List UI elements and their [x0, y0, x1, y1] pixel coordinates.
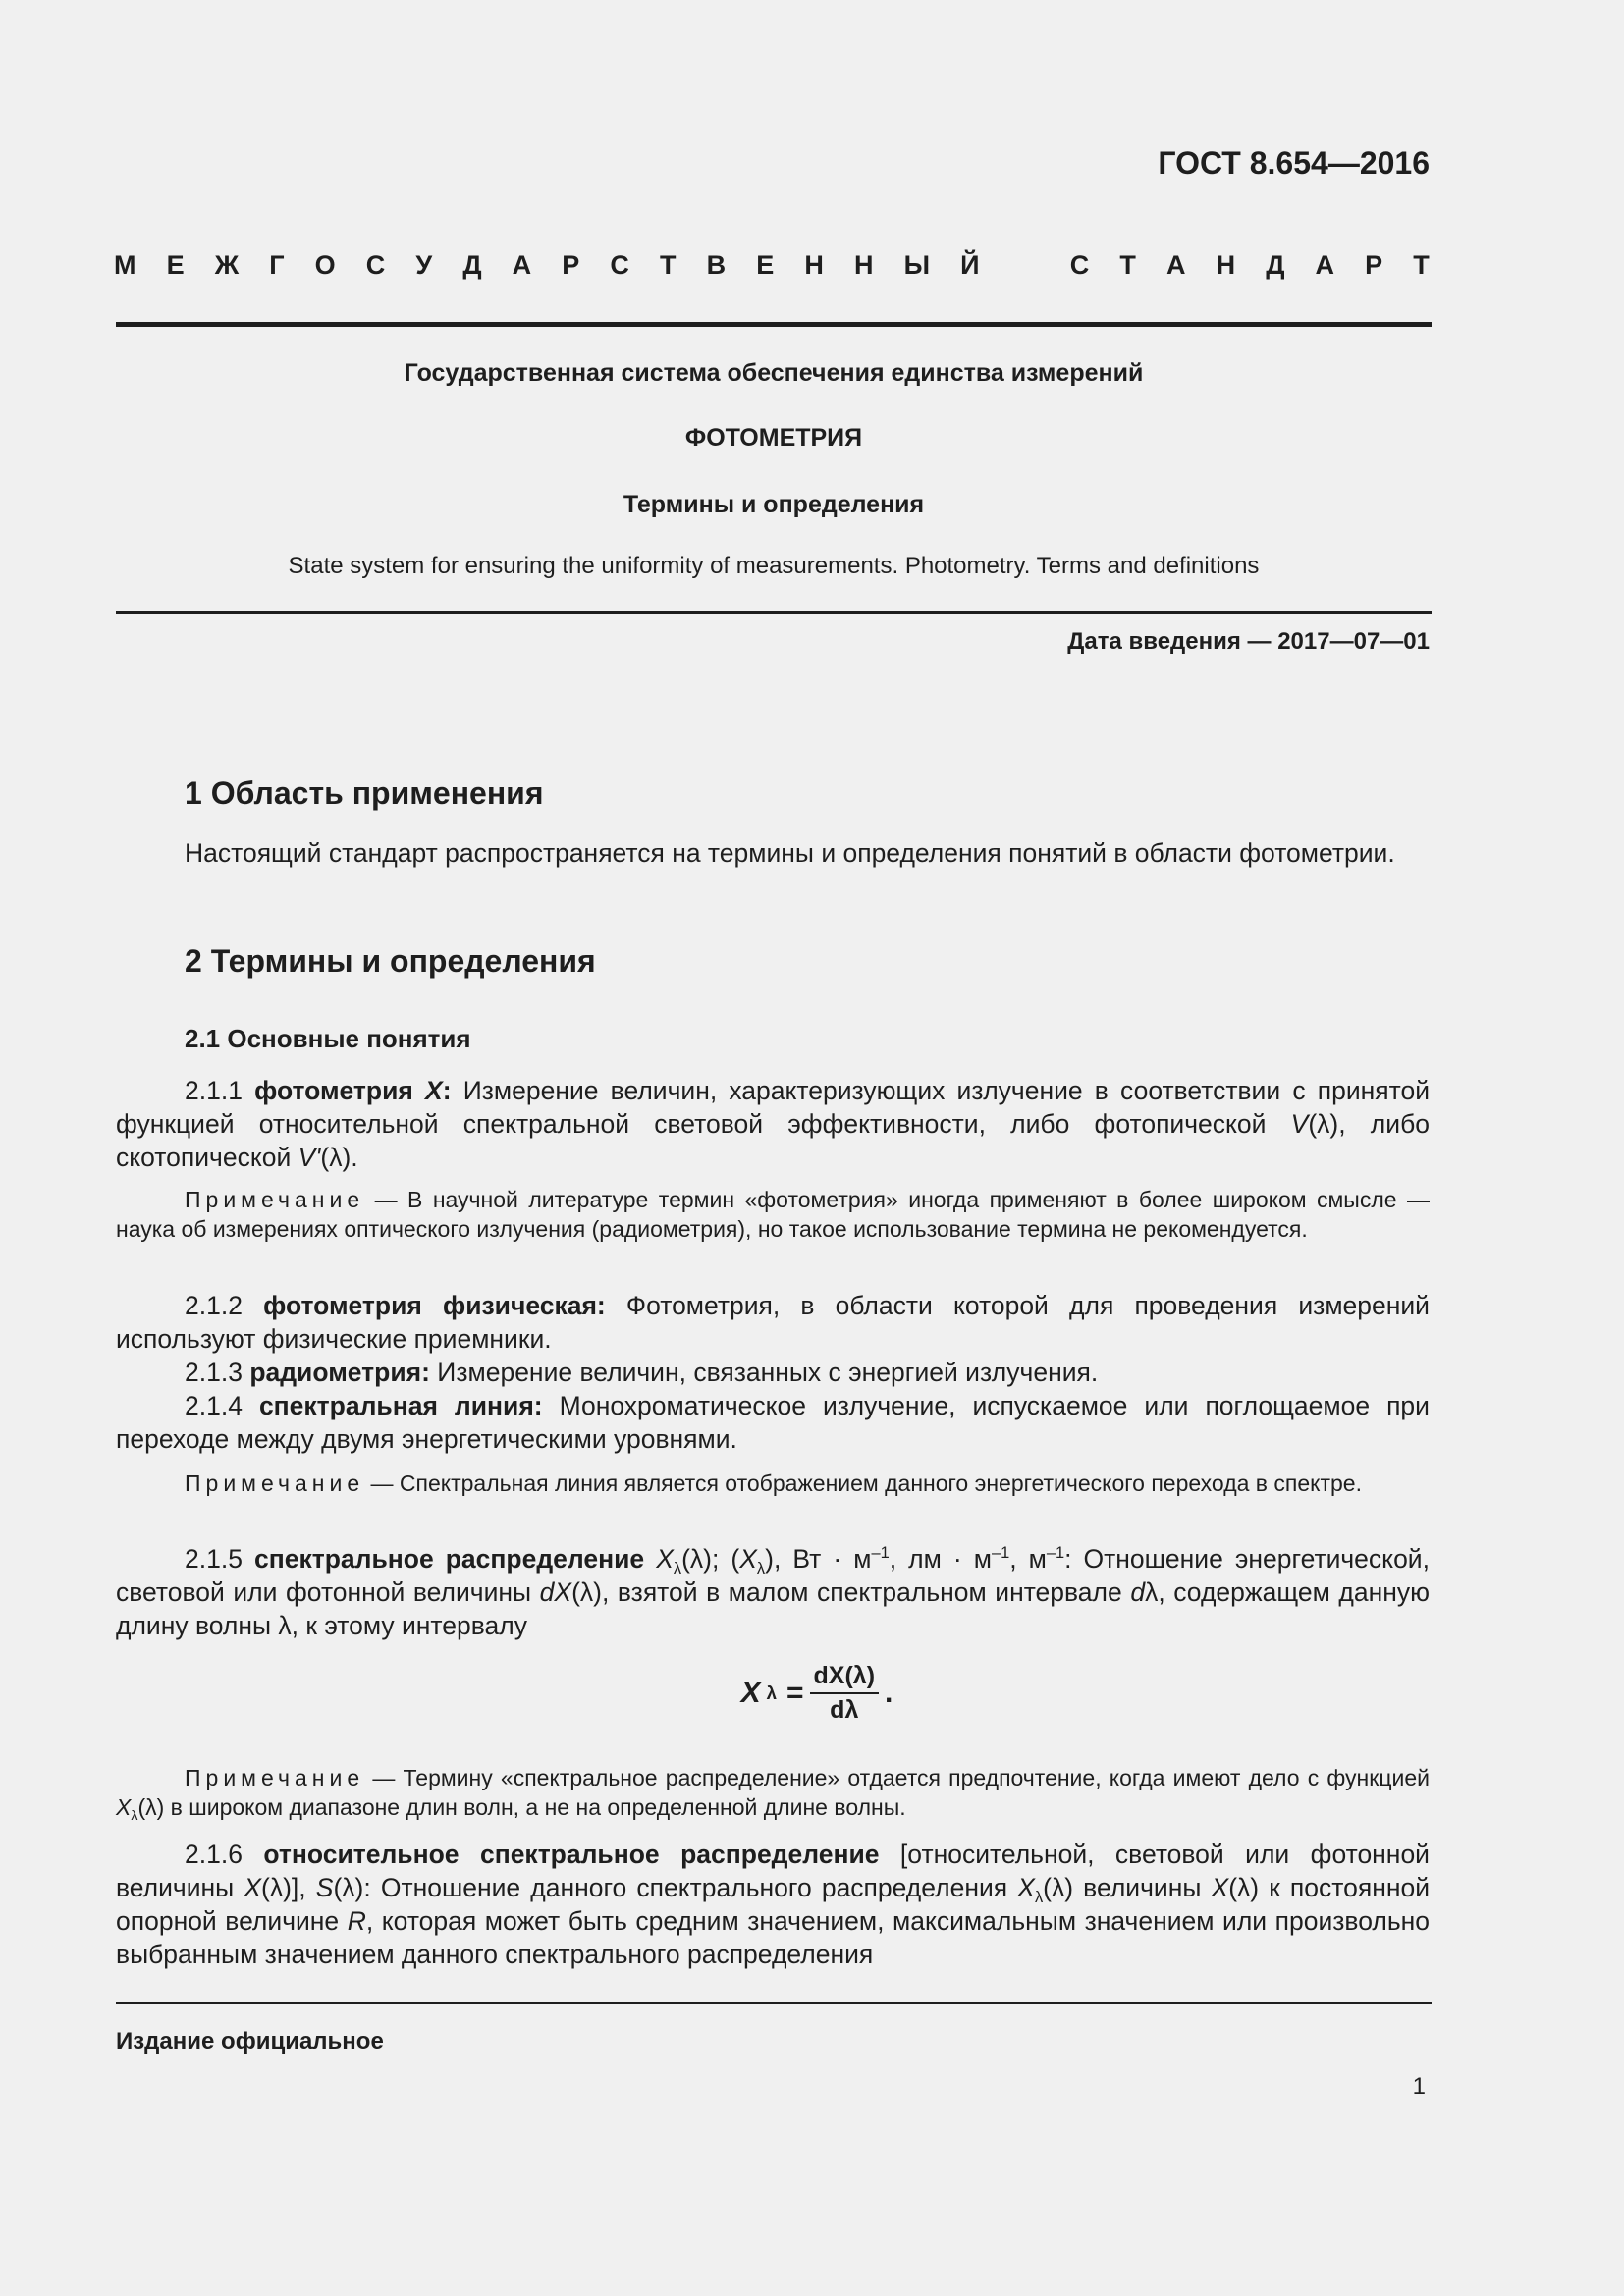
term-colon: :	[442, 1076, 452, 1105]
symbol: X	[116, 1794, 132, 1820]
standard-number: ГОСТ 8.654—2016	[1158, 145, 1430, 181]
footer-rule	[116, 2002, 1432, 2004]
term-2-1-1	[116, 1074, 1430, 1174]
term-2-1-4	[116, 1389, 1430, 1456]
banner-letter: Р	[1365, 250, 1383, 280]
banner-letter: Ы	[903, 250, 931, 280]
symbol: dX	[539, 1577, 572, 1607]
formula-numerator: dX(λ)	[810, 1662, 880, 1694]
formula-fraction	[810, 1662, 880, 1725]
formula-denominator: dλ	[830, 1696, 859, 1724]
term-definition: (λ): Отношение данного спектрального распределения	[333, 1873, 1018, 1902]
note-2	[116, 1468, 1430, 1498]
banner-letter: О	[314, 250, 336, 280]
section-2-heading: 2 Термины и определения	[185, 943, 596, 979]
note-text: — В научной литературе термин «фотометрия» иногда применяют в более широком смысле — наука об измерениях оптического излучения (радиометрия), но такое использование термина не рекомендуется.	[116, 1187, 1430, 1242]
section-1-text: Настоящий стандарт распространяется на термины и определения понятий в области фотометрии.	[185, 838, 1395, 868]
term-definition: (λ) величины	[1043, 1873, 1212, 1902]
subsection-2-1-heading: 2.1 Основные понятия	[185, 1024, 471, 1053]
term-definition: (λ)],	[261, 1873, 316, 1902]
banner-letter: Г	[269, 250, 285, 280]
banner-letter: Д	[462, 250, 482, 280]
note-text: (λ) в широком диапазоне длин волн, а не на определенной длине волны.	[137, 1794, 906, 1820]
title-sub: Термины и определения	[623, 491, 925, 518]
note-text: — Спектральная линия является отображением данного энергетического перехода в спектре.	[364, 1470, 1362, 1496]
formula	[0, 1662, 1624, 1725]
note-label: Примечание	[185, 1187, 365, 1212]
symbol: V'	[298, 1143, 321, 1172]
term-definition: Измерение величин, характеризующих излучение в соответствии с принятой функцией относительной спектральной световой эффективности, либо фотопической	[116, 1076, 1430, 1139]
banner-gap	[1010, 250, 1040, 281]
term-2-1-2	[116, 1289, 1430, 1356]
banner-letter: Т	[660, 250, 677, 280]
unit: , лм · м	[889, 1544, 992, 1574]
formula-expression: X λ = $\frac{dX(\lambda)}{d\lambda}$ .	[740, 1662, 893, 1724]
header-rule	[116, 322, 1432, 327]
subscript: λ	[1034, 1888, 1044, 1906]
banner-letter: Й	[960, 250, 980, 280]
term-name: спектральная линия:	[258, 1391, 543, 1420]
banner-letter: Е	[166, 250, 185, 280]
banner-letter: Н	[1216, 250, 1236, 280]
term-name: радиометрия:	[249, 1358, 430, 1387]
banner-letter: С	[610, 250, 629, 280]
symbol: R	[347, 1906, 366, 1936]
unit: ), Вт · м	[765, 1544, 872, 1574]
superscript: –1	[991, 1544, 1010, 1563]
symbol: V	[1290, 1109, 1309, 1139]
term-number: 2.1.3	[185, 1358, 250, 1387]
term-definition: Монохроматическое излучение, испускаемое или поглощаемое при переходе между двумя энергетическими уровнями.	[116, 1391, 1430, 1454]
banner-letter: С	[365, 250, 386, 280]
term-name: относительное спектральное распределение	[263, 1840, 880, 1869]
term-name: фотометрия	[254, 1076, 426, 1105]
banner-letter: Ж	[214, 250, 240, 280]
term-definition: [относительной, световой или фотонной величины	[116, 1840, 1430, 1902]
term-number: 2.1.1	[185, 1076, 255, 1105]
term-definition: : Отношение энергетической, световой или фотонной величины	[116, 1544, 1430, 1607]
banner-letter: А	[512, 250, 532, 280]
term-name: спектральное распределение	[253, 1544, 657, 1574]
term-name: фотометрия физическая:	[263, 1291, 606, 1320]
formula-lhs: X	[740, 1677, 761, 1709]
official-edition-label: Издание официальное	[116, 2028, 384, 2055]
introduction-date: Дата введения — 2017—07—01	[1067, 628, 1430, 655]
note-3	[116, 1763, 1430, 1822]
section-1-heading: 1 Область применения	[185, 775, 544, 811]
subscript: λ	[673, 1559, 682, 1577]
formula-equals: =	[785, 1677, 804, 1709]
formula-dot: .	[885, 1677, 893, 1709]
subscript: λ	[756, 1559, 766, 1577]
term-2-1-3	[116, 1356, 1430, 1389]
term-definition: (λ) к постоянной опорной величине	[116, 1873, 1431, 1936]
page-number: 1	[1412, 2073, 1426, 2100]
note-1	[116, 1185, 1430, 1244]
banner-letter: Т	[1413, 250, 1430, 280]
banner-letter: Н	[804, 250, 824, 280]
symbol: X	[656, 1544, 674, 1574]
banner-letter: А	[1315, 250, 1335, 280]
title-rule	[116, 611, 1432, 614]
superscript: –1	[1046, 1544, 1065, 1563]
banner-letter: Т	[1119, 250, 1136, 280]
note-text: — Термину «спектральное распределение» отдается предпочтение, когда имеют дело с функцией	[364, 1765, 1430, 1790]
title-system: Государственная система обеспечения единства измерений	[404, 359, 1144, 387]
unit: , м	[1009, 1544, 1047, 1574]
standard-banner	[114, 250, 1430, 281]
banner-letter: Н	[853, 250, 874, 280]
term-definition: , которая может быть средним значением, максимальным значением или произвольно выбранным значением данного спектрального распределения	[116, 1906, 1430, 1969]
note-label: Примечание	[185, 1470, 365, 1496]
symbol: X	[244, 1873, 262, 1902]
symbol: S	[315, 1873, 334, 1902]
symbol: X	[1017, 1873, 1035, 1902]
subscript: λ	[131, 1807, 138, 1824]
term-definition: Фотометрия, в области которой для проведения измерений используют физические приемники.	[116, 1291, 1430, 1354]
symbol: d	[1130, 1577, 1146, 1607]
banner-letter: С	[1069, 250, 1090, 280]
note-label: Примечание	[185, 1765, 365, 1790]
symbol: X	[1211, 1873, 1229, 1902]
term-definition: (λ); (	[681, 1544, 740, 1574]
banner-letter: У	[415, 250, 433, 280]
title-english: State system for ensuring the uniformity of measurements. Photometry. Terms and definitions	[288, 553, 1260, 579]
term-definition: Измерение величин, связанных с энергией излучения.	[429, 1358, 1099, 1387]
term-definition: (λ).	[320, 1143, 358, 1172]
term-definition: (λ), взятой в малом спектральном интервале	[571, 1577, 1131, 1607]
term-number: 2.1.6	[185, 1840, 264, 1869]
term-2-1-5	[116, 1542, 1430, 1642]
term-number: 2.1.4	[185, 1391, 259, 1420]
banner-letter: В	[706, 250, 727, 280]
banner-letter: Р	[562, 250, 580, 280]
banner-letter: М	[114, 250, 136, 280]
term-2-1-6	[116, 1838, 1430, 1971]
title-main: ФОТОМЕТРИЯ	[684, 424, 863, 452]
superscript: –1	[871, 1544, 890, 1563]
term-number: 2.1.2	[185, 1291, 264, 1320]
banner-letter: Е	[756, 250, 775, 280]
symbol: X	[739, 1544, 757, 1574]
term-definition: (λ), либо скотопической	[116, 1109, 1430, 1172]
term-definition: λ, содержащем данную длину волны λ, к этому интервалу	[116, 1577, 1430, 1640]
term-number: 2.1.5	[185, 1544, 254, 1574]
banner-letter: А	[1165, 250, 1186, 280]
banner-letter: Д	[1266, 250, 1285, 280]
term-symbol: X	[425, 1076, 443, 1105]
